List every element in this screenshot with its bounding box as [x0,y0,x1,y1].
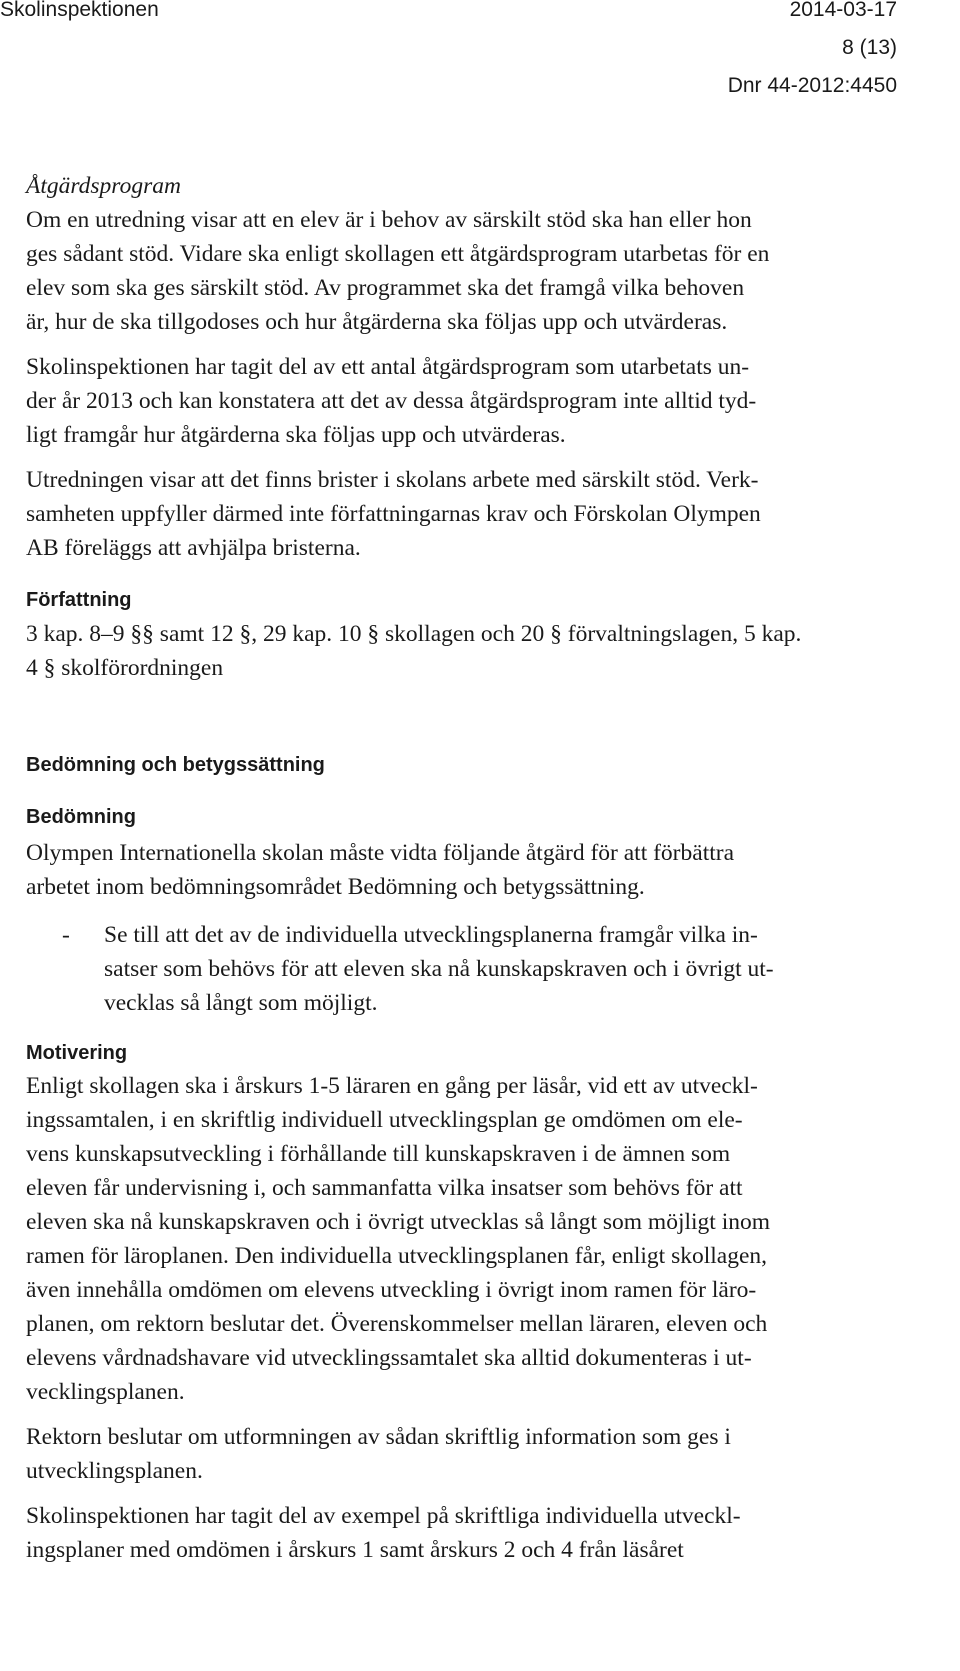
header-org: Skolinspektionen [0,0,159,21]
forfattning-heading: Författning [26,589,132,611]
body-line: även innehålla omdömen om elevens utveckling i övrigt inom ramen för läro- [26,1277,757,1303]
forfattning-line: 3 kap. 8–9 §§ samt 12 §, 29 kap. 10 § skollagen och 20 § förvaltningslagen, 5 kap. [26,621,802,647]
bullet-line: Se till att det av de individuella utvecklingsplanerna framgår vilka in- [104,922,758,948]
section-title-atgardsprogram: Åtgärdsprogram [26,173,181,199]
bullet-marker: - [62,922,70,948]
bullet-line: satser som behövs för att eleven ska nå kunskapskraven och i övrigt ut- [104,956,774,982]
body-line: Olympen Internationella skolan måste vidta följande åtgärd för att förbättra [26,840,735,866]
body-line: ingssamtalen, i en skriftlig individuell utvecklingsplan ge omdömen om ele- [26,1107,743,1133]
body-line: ingsplaner med omdömen i årskurs 1 samt årskurs 2 och 4 från läsåret [26,1537,684,1563]
body-line: samheten uppfyller därmed inte författningarnas krav och Förskolan Olympen [26,501,761,527]
section-title-bedomning-betyg: Bedömning och betygssättning [26,754,325,776]
document-number: Dnr 44-2012:4450 [727,74,897,97]
body-line: elev som ska ges särskilt stöd. Av programmet ska det framgå vilka behoven [26,275,745,301]
body-line: utvecklingsplanen. [26,1458,203,1484]
body-line: vecklingsplanen. [26,1379,185,1405]
body-line: der år 2013 och kan konstatera att det av dessa åtgärdsprogram inte alltid tyd- [26,388,757,414]
body-line: Skolinspektionen har tagit del av ett antal åtgärdsprogram som utarbetats un- [26,354,750,380]
header-date: 2014-03-17 [789,0,897,21]
page-number: 8 (13) [842,36,897,59]
body-line: Skolinspektionen har tagit del av exempel på skriftliga individuella utveckl- [26,1503,741,1529]
body-line: Rektorn beslutar om utformningen av sådan skriftlig information som ges i [26,1424,731,1450]
body-line: ramen för läroplanen. Den individuella utvecklingsplanen får, enligt skollagen, [26,1243,768,1269]
body-line: eleven får undervisning i, och sammanfatta vilka insatser som behövs för att [26,1175,743,1201]
body-line: ges sådant stöd. Vidare ska enligt skollagen ett åtgärdsprogram utarbetas för en [26,241,770,267]
bedomning-subheading: Bedömning [26,806,136,828]
body-line: vens kunskapsutveckling i förhållande till kunskapskraven i de ämnen som [26,1141,731,1167]
body-line: Om en utredning visar att en elev är i behov av särskilt stöd ska han eller hon [26,207,752,233]
body-line: planen, om rektorn beslutar det. Överenskommelser mellan läraren, eleven och [26,1311,768,1337]
body-line: ligt framgår hur åtgärderna ska följas upp och utvärderas. [26,422,566,448]
body-line: är, hur de ska tillgodoses och hur åtgärderna ska följas upp och utvärderas. [26,309,728,335]
motivering-heading: Motivering [26,1042,128,1064]
body-line: arbetet inom bedömningsområdet Bedömning och betygssättning. [26,874,645,900]
body-line: Utredningen visar att det finns brister i skolans arbete med särskilt stöd. Verk- [26,467,759,493]
forfattning-line: 4 § skolförordningen [26,655,224,681]
body-line: Enligt skollagen ska i årskurs 1-5 läraren en gång per läsår, vid ett av utveckl- [26,1073,758,1099]
body-line: AB föreläggs att avhjälpa bristerna. [26,535,361,561]
bullet-line: vecklas så långt som möjligt. [104,990,378,1016]
body-line: eleven ska nå kunskapskraven och i övrigt utvecklas så långt som möjligt inom [26,1209,771,1235]
body-line: elevens vårdnadshavare vid utvecklingssamtalet ska alltid dokumenteras i ut- [26,1345,752,1371]
